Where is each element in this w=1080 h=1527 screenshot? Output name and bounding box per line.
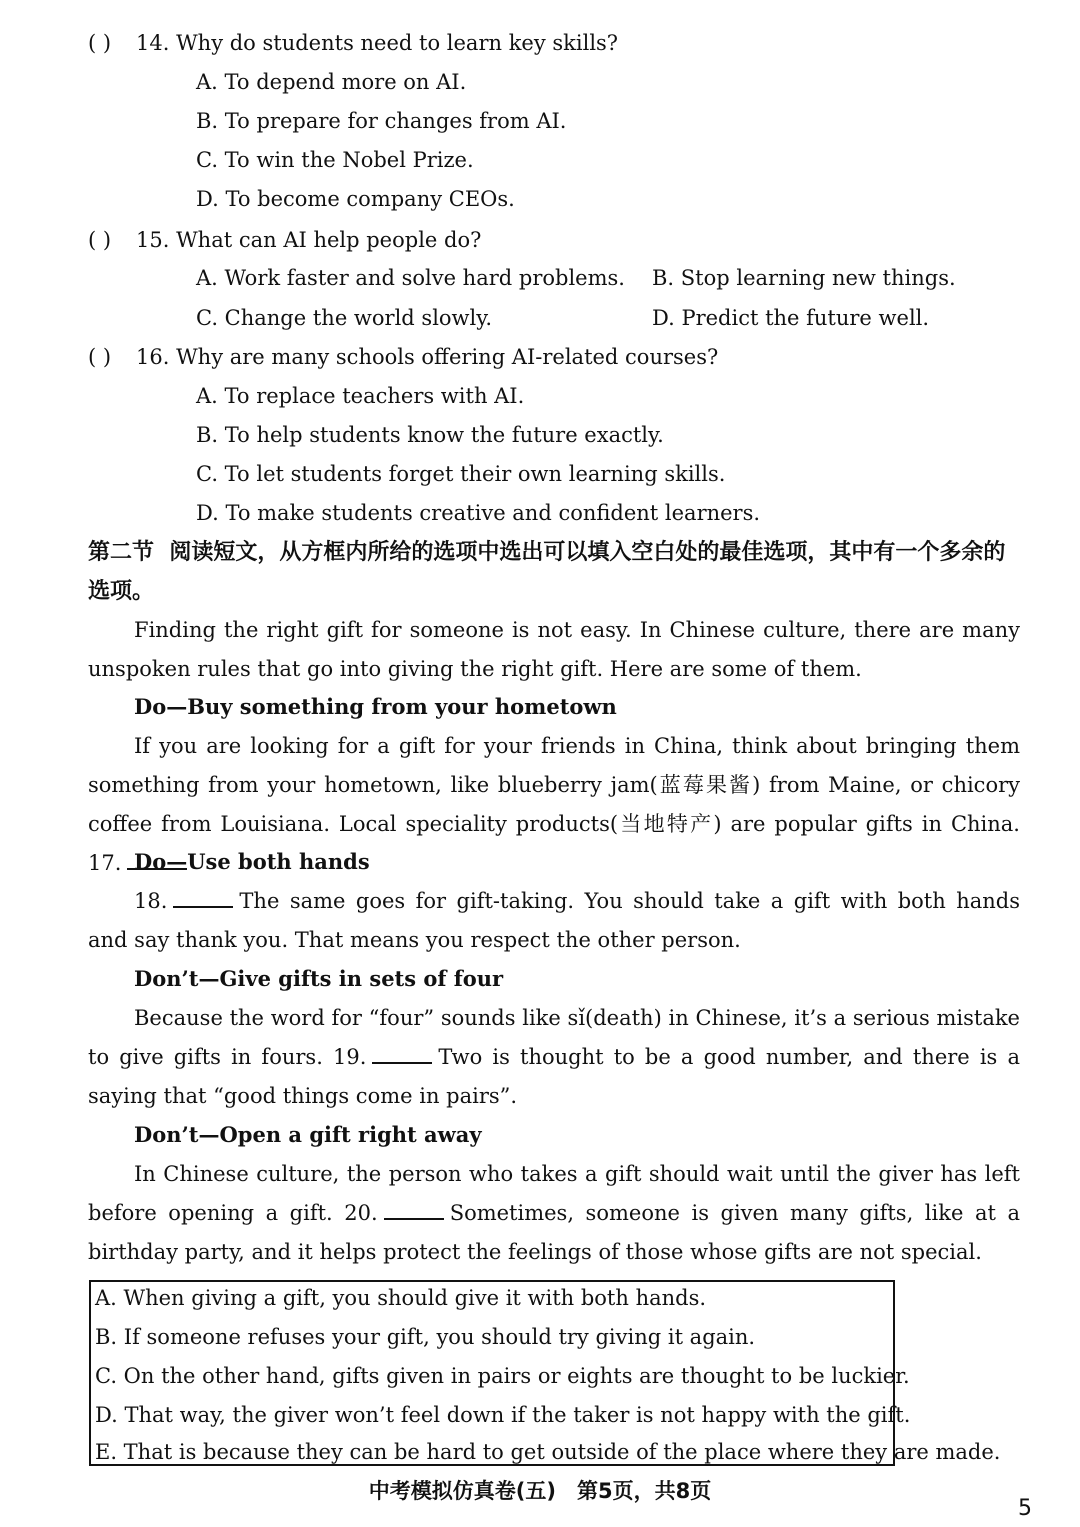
page-footer: 中考模拟仿真卷(五) 第5页，共8页 <box>368 1479 712 1503</box>
page-number: 5 <box>1018 1496 1032 1521</box>
section-label: 第二节 <box>88 540 155 565</box>
answer-paren[interactable]: ( ) <box>88 345 112 369</box>
blank-number: 17. <box>88 851 122 875</box>
option-a: A. To depend more on AI. <box>196 70 467 94</box>
section-instruction <box>88 533 1023 611</box>
choice-c: C. On the other hand, gifts given in pairs or eights are thought to be luckier. <box>95 1364 910 1388</box>
passage-paragraph-1: If you are looking for a gift for your friends in China, think about bringing them something from your hometown, like blueberry jam(蓝莓果酱) from Maine, or chicory coffee from Louisiana. Local speciality products(当地特产) are popular gifts in China. 17. <box>88 734 1020 875</box>
answer-paren[interactable]: ( ) <box>88 31 112 55</box>
blank-18[interactable] <box>173 886 233 908</box>
passage-intro: Finding the right gift for someone is not easy. In Chinese culture, there are many unspoken rules that go into giving the right gift. Here are some of them. <box>88 618 1020 681</box>
passage-paragraph-4: In Chinese culture, the person who takes a gift should wait until the giver has left before opening a gift. 20. Sometimes, someone is given many gifts, like at a birthday party, and it helps protect the feelings of those whose gifts are not special. <box>88 1162 1020 1264</box>
blank-20[interactable] <box>384 1198 444 1220</box>
option-b: B. Stop learning new things. <box>652 266 956 290</box>
option-a: A. To replace teachers with AI. <box>196 384 525 408</box>
answer-paren[interactable]: ( ) <box>88 228 112 252</box>
question-number: 15. <box>136 228 170 252</box>
option-b: B. To help students know the future exactly. <box>196 423 664 447</box>
choice-e: E. That is because they can be hard to get outside of the place where they are made. <box>95 1440 1001 1464</box>
passage-heading-2: Do—Use both hands <box>134 849 370 874</box>
blank-number: 19. <box>333 1045 367 1069</box>
question-number: 14. <box>136 31 170 55</box>
option-c: C. To let students forget their own learning skills. <box>196 462 726 486</box>
blank-number: 20. <box>344 1201 378 1225</box>
blank-number: 18. <box>134 889 168 913</box>
choice-d: D. That way, the giver won’t feel down if the taker is not happy with the gift. <box>95 1403 911 1427</box>
section-instruction-text: 阅读短文，从方框内所给的选项中选出可以填入空白处的最佳选项，其中有一个多余的选项。 <box>88 540 1006 604</box>
choices-box <box>89 1280 1001 1466</box>
passage-heading-4: Don’t—Open a gift right away <box>134 1122 482 1147</box>
passage-heading-1: Do—Buy something from your hometown <box>134 694 617 719</box>
blank-19[interactable] <box>372 1042 432 1064</box>
question-number: 16. <box>136 345 170 369</box>
option-a: A. Work faster and solve hard problems. <box>196 266 625 290</box>
question-text: Why are many schools offering AI-related courses? <box>176 345 719 369</box>
passage-heading-3: Don’t—Give gifts in sets of four <box>134 966 504 991</box>
choice-b: B. If someone refuses your gift, you should try giving it again. <box>95 1325 756 1349</box>
option-c: C. To win the Nobel Prize. <box>196 148 474 172</box>
question-text: Why do students need to learn key skills? <box>176 31 619 55</box>
option-d: D. To become company CEOs. <box>196 187 515 211</box>
question-text: What can AI help people do? <box>176 228 482 252</box>
passage-paragraph-2: 18. The same goes for gift-taking. You should take a gift with both hands and say thank you. That means you respect the other person. <box>88 882 1020 960</box>
option-d: D. Predict the future well. <box>652 306 930 330</box>
passage-paragraph-3: Because the word for “four” sounds like sǐ(death) in Chinese, it’s a serious mistake to give gifts in fours. 19. Two is thought to be a good number, and there is a saying that “good things come in pairs”. <box>88 1006 1020 1108</box>
choice-a: A. When giving a gift, you should give it with both hands. <box>95 1286 707 1310</box>
option-d: D. To make students creative and confident learners. <box>196 501 761 525</box>
option-c: C. Change the world slowly. <box>196 306 492 330</box>
option-b: B. To prepare for changes from AI. <box>196 109 567 133</box>
